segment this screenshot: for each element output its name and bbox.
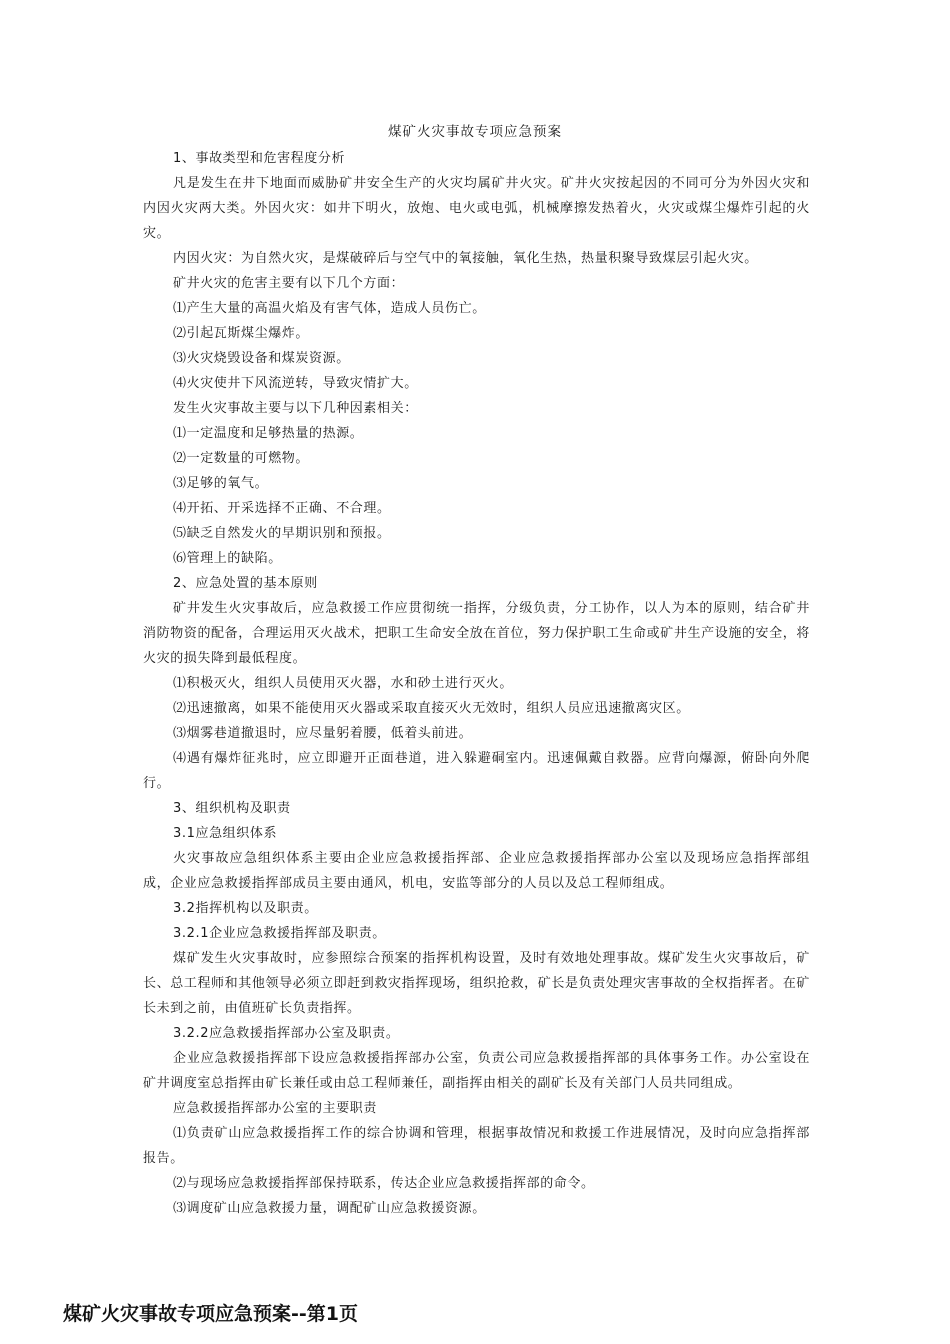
paragraph: 发生火灾事故主要与以下几种因素相关： — [173, 401, 418, 416]
list-item: ⑴产生大量的高温火焰及有害气体，造成人员伤亡。 — [173, 301, 486, 316]
list-item: ⑷开拓、开采选择不正确、不合理。 — [173, 501, 391, 516]
page-footer: 煤矿火灾事故专项应急预案--第1页 — [63, 1303, 358, 1325]
paragraph: 火灾事故应急组织体系主要由企业应急救援指挥部、企业应急救援指挥部办公室以及现场应急指挥部组成，企业应急救援指挥部成员主要由通风，机电，安监等部分的人员以及总工程师组成。 — [143, 851, 810, 891]
paragraph: 应急救援指挥部办公室的主要职责 — [173, 1101, 378, 1116]
list-item: ⑶足够的氧气。 — [173, 476, 269, 491]
list-item: ⑷遇有爆炸征兆时，应立即避开正面巷道，进入躲避硐室内。迅速佩戴自救器。应背向爆源，俯卧向外爬行。 — [143, 751, 810, 791]
list-item: ⑵引起瓦斯煤尘爆炸。 — [173, 326, 310, 341]
paragraph: 凡是发生在井下地面而威胁矿井安全生产的火灾均属矿井火灾。矿井火灾按起因的不同可分为外因火灾和内因火灾两大类。外因火灾：如井下明火，放炮、电火或电弧，机械摩擦发热着火，火灾或煤尘爆炸引起的火灾。 — [143, 176, 810, 241]
document-title: 煤矿火灾事故专项应急预案 — [388, 124, 562, 140]
list-item: ⑵迅速撤离，如果不能使用灭火器或采取直接灭火无效时，组织人员应迅速撤离灾区。 — [173, 701, 690, 716]
list-item: ⑹管理上的缺陷。 — [173, 551, 282, 566]
paragraph: 企业应急救援指挥部下设应急救援指挥部办公室，负责公司应急救援指挥部的具体事务工作。办公室设在矿井调度室总指挥由矿长兼任或由总工程师兼任，副指挥由相关的副矿长及有关部门人员共同组成。 — [143, 1051, 810, 1091]
document-body — [143, 146, 810, 1221]
section-heading: 3、组织机构及职责 — [173, 801, 291, 816]
subsection-heading: 3.2指挥机构以及职责。 — [173, 901, 318, 916]
list-item: ⑸缺乏自然发火的早期识别和预报。 — [173, 526, 391, 541]
paragraph: 煤矿发生火灾事故时，应参照综合预案的指挥机构设置，及时有效地处理事故。煤矿发生火灾事故后，矿长、总工程师和其他领导必须立即赶到救灾指挥现场，组织抢救，矿长是负责处理灾害事故的全权指挥者。在矿长未到之前，由值班矿长负责指挥。 — [143, 951, 810, 1016]
paragraph: 内因火灾：为自然火灾，是煤破碎后与空气中的氧接触，氧化生热，热量积聚导致煤层引起火灾。 — [173, 251, 758, 266]
section-heading: 1、事故类型和危害程度分析 — [173, 151, 346, 166]
section-heading: 2、应急处置的基本原则 — [173, 576, 318, 591]
subsection-heading: 3.1应急组织体系 — [173, 826, 278, 841]
list-item: ⑶火灾烧毁设备和煤炭资源。 — [173, 351, 350, 366]
list-item: ⑵与现场应急救援指挥部保持联系，传达企业应急救援指挥部的命令。 — [173, 1176, 595, 1191]
list-item: ⑶烟雾巷道撤退时，应尽量躬着腰，低着头前进。 — [173, 726, 473, 741]
list-item: ⑵一定数量的可燃物。 — [173, 451, 310, 466]
paragraph: 矿井发生火灾事故后，应急救援工作应贯彻统一指挥，分级负责，分工协作，以人为本的原则，结合矿井消防物资的配备，合理运用灭火战术，把职工生命安全放在首位，努力保护职工生命或矿井生产设施的安全，将火灾的损失降到最低程度。 — [143, 601, 810, 666]
list-item: ⑴一定温度和足够热量的热源。 — [173, 426, 364, 441]
list-item: ⑶调度矿山应急救援力量，调配矿山应急救援资源。 — [173, 1201, 486, 1216]
paragraph: 矿井火灾的危害主要有以下几个方面： — [173, 276, 405, 291]
list-item: ⑷火灾使井下风流逆转，导致灾情扩大。 — [173, 376, 418, 391]
subsection-heading: 3.2.1企业应急救援指挥部及职责。 — [173, 926, 386, 941]
subsection-heading: 3.2.2应急救援指挥部办公室及职责。 — [173, 1026, 400, 1041]
list-item: ⑴积极灭火，组织人员使用灭火器，水和砂土进行灭火。 — [173, 676, 514, 691]
list-item: ⑴负责矿山应急救援指挥工作的综合协调和管理，根据事故情况和救援工作进展情况，及时向应急指挥部报告。 — [143, 1126, 810, 1166]
